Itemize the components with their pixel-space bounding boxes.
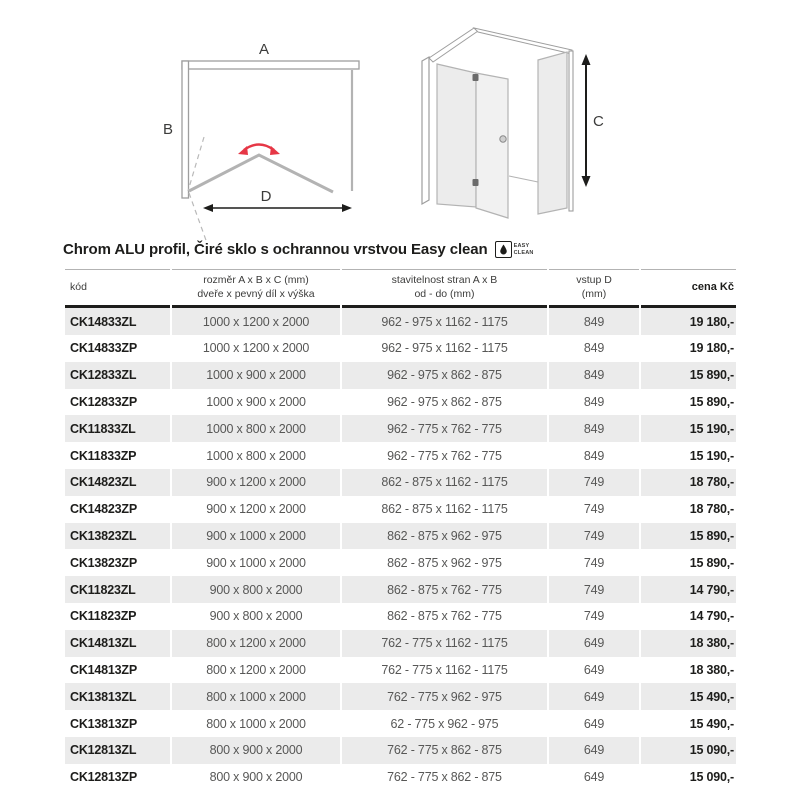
dim-d-head-right bbox=[342, 204, 352, 212]
cell-cena: 18 780,- bbox=[641, 469, 736, 496]
product-table bbox=[63, 269, 738, 791]
table-row bbox=[65, 630, 736, 657]
column-header-vstup: vstup D (mm) bbox=[549, 269, 639, 308]
cell-rozmer: 1000 x 1200 x 2000 bbox=[172, 308, 340, 335]
cell-cena: 15 890,- bbox=[641, 549, 736, 576]
plan-diagram bbox=[148, 22, 380, 254]
cell-cena: 15 890,- bbox=[641, 389, 736, 416]
table-row bbox=[65, 389, 736, 416]
cell-kod: CK13813ZP bbox=[65, 710, 170, 737]
table-row bbox=[65, 496, 736, 523]
cell-rozmer: 800 x 900 x 2000 bbox=[172, 737, 340, 764]
floor-edge bbox=[509, 176, 538, 182]
cell-rozmer: 900 x 800 x 2000 bbox=[172, 603, 340, 630]
right-wall-profile bbox=[569, 51, 573, 211]
dim-d-head-left bbox=[203, 204, 213, 212]
dim-c-head-bottom bbox=[582, 176, 591, 187]
cell-stav: 762 - 775 x 1162 - 1175 bbox=[342, 657, 547, 684]
cell-rozmer: 800 x 1000 x 2000 bbox=[172, 710, 340, 737]
fold-direction-arrow bbox=[244, 145, 274, 151]
cell-kod: CK12833ZP bbox=[65, 389, 170, 416]
folding-door-panel-2 bbox=[476, 73, 508, 218]
cell-stav: 862 - 875 x 762 - 775 bbox=[342, 576, 547, 603]
cell-stav: 962 - 775 x 762 - 775 bbox=[342, 415, 547, 442]
cell-stav: 862 - 875 x 1162 - 1175 bbox=[342, 496, 547, 523]
door-handle-icon bbox=[500, 136, 506, 142]
cell-rozmer: 800 x 1200 x 2000 bbox=[172, 657, 340, 684]
easy-clean-label: EASY CLEAN bbox=[513, 243, 534, 256]
cell-vstup: 749 bbox=[549, 523, 639, 550]
table-row bbox=[65, 335, 736, 362]
cell-kod: CK12833ZL bbox=[65, 362, 170, 389]
cell-kod: CK11833ZP bbox=[65, 442, 170, 469]
cell-stav: 962 - 975 x 862 - 875 bbox=[342, 389, 547, 416]
cell-cena: 18 380,- bbox=[641, 630, 736, 657]
cell-rozmer: 1000 x 800 x 2000 bbox=[172, 415, 340, 442]
cell-vstup: 649 bbox=[549, 737, 639, 764]
table-row bbox=[65, 603, 736, 630]
cell-rozmer: 800 x 1200 x 2000 bbox=[172, 630, 340, 657]
cell-rozmer: 900 x 1200 x 2000 bbox=[172, 496, 340, 523]
cell-cena: 14 790,- bbox=[641, 603, 736, 630]
table-row bbox=[65, 737, 736, 764]
folding-door-plan bbox=[189, 155, 333, 192]
cell-rozmer: 800 x 1000 x 2000 bbox=[172, 683, 340, 710]
cell-vstup: 749 bbox=[549, 549, 639, 576]
iso-diagram bbox=[403, 14, 618, 236]
table-row bbox=[65, 549, 736, 576]
cell-kod: CK11823ZP bbox=[65, 603, 170, 630]
cell-vstup: 849 bbox=[549, 335, 639, 362]
cell-stav: 862 - 875 x 762 - 775 bbox=[342, 603, 547, 630]
hinge-top-icon bbox=[473, 74, 479, 81]
column-header-kod: kód bbox=[65, 269, 170, 308]
table-row bbox=[65, 469, 736, 496]
cell-kod: CK13813ZL bbox=[65, 683, 170, 710]
cell-vstup: 749 bbox=[549, 469, 639, 496]
table-row bbox=[65, 710, 736, 737]
fold-arrowhead-left bbox=[238, 146, 248, 155]
cell-stav: 962 - 975 x 862 - 875 bbox=[342, 362, 547, 389]
cell-rozmer: 1000 x 800 x 2000 bbox=[172, 442, 340, 469]
label-c: C bbox=[593, 113, 604, 130]
easy-clean-badge bbox=[495, 241, 534, 258]
cell-vstup: 849 bbox=[549, 442, 639, 469]
cell-vstup: 649 bbox=[549, 683, 639, 710]
cell-rozmer: 800 x 900 x 2000 bbox=[172, 764, 340, 791]
cell-stav: 962 - 775 x 762 - 775 bbox=[342, 442, 547, 469]
wall-profile-left bbox=[182, 61, 189, 198]
table-row bbox=[65, 362, 736, 389]
cell-rozmer: 1000 x 1200 x 2000 bbox=[172, 335, 340, 362]
wall-profile-top bbox=[182, 61, 359, 69]
cell-rozmer: 1000 x 900 x 2000 bbox=[172, 362, 340, 389]
cell-cena: 15 490,- bbox=[641, 683, 736, 710]
cell-kod: CK14833ZL bbox=[65, 308, 170, 335]
cell-stav: 762 - 775 x 962 - 975 bbox=[342, 683, 547, 710]
left-wall-profile bbox=[422, 57, 429, 204]
table-row bbox=[65, 683, 736, 710]
table-row bbox=[65, 657, 736, 684]
cell-rozmer: 1000 x 900 x 2000 bbox=[172, 389, 340, 416]
cell-kod: CK11833ZL bbox=[65, 415, 170, 442]
cell-cena: 19 180,- bbox=[641, 335, 736, 362]
cell-kod: CK12813ZP bbox=[65, 764, 170, 791]
cell-cena: 14 790,- bbox=[641, 576, 736, 603]
cell-vstup: 749 bbox=[549, 496, 639, 523]
cell-vstup: 649 bbox=[549, 630, 639, 657]
table-row bbox=[65, 442, 736, 469]
cell-vstup: 649 bbox=[549, 710, 639, 737]
cell-cena: 18 780,- bbox=[641, 496, 736, 523]
folding-door-panel-1 bbox=[437, 64, 476, 207]
cell-stav: 962 - 975 x 1162 - 1175 bbox=[342, 335, 547, 362]
cell-vstup: 849 bbox=[549, 389, 639, 416]
section-heading bbox=[63, 241, 743, 258]
page-title: Chrom ALU profil, Čiré sklo s ochrannou vrstvou Easy clean bbox=[63, 241, 488, 258]
cell-cena: 15 090,- bbox=[641, 737, 736, 764]
back-right-wall-edge bbox=[474, 28, 572, 54]
cell-kod: CK14823ZP bbox=[65, 496, 170, 523]
table-row bbox=[65, 308, 736, 335]
label-a: A bbox=[258, 41, 270, 58]
cell-cena: 19 180,- bbox=[641, 308, 736, 335]
cell-vstup: 849 bbox=[549, 308, 639, 335]
cell-vstup: 749 bbox=[549, 603, 639, 630]
label-b: B bbox=[162, 121, 173, 138]
cell-kod: CK13823ZL bbox=[65, 523, 170, 550]
cell-kod: CK14833ZP bbox=[65, 335, 170, 362]
label-d: D bbox=[260, 188, 272, 205]
cell-rozmer: 900 x 1200 x 2000 bbox=[172, 469, 340, 496]
cell-kod: CK13823ZP bbox=[65, 549, 170, 576]
column-header-cena: cena Kč bbox=[641, 269, 736, 308]
column-header-rozmer: rozměr A x B x C (mm) dveře x pevný díl x výška bbox=[172, 269, 340, 308]
cell-kod: CK14813ZL bbox=[65, 630, 170, 657]
table-body bbox=[65, 308, 736, 790]
fold-arrowhead-right bbox=[270, 146, 280, 155]
cell-cena: 15 890,- bbox=[641, 523, 736, 550]
cell-kod: CK12813ZL bbox=[65, 737, 170, 764]
table-row bbox=[65, 576, 736, 603]
cell-stav: 862 - 875 x 962 - 975 bbox=[342, 523, 547, 550]
back-left-wall-edge bbox=[429, 28, 478, 62]
cell-vstup: 649 bbox=[549, 657, 639, 684]
cell-cena: 18 380,- bbox=[641, 657, 736, 684]
cell-rozmer: 900 x 1000 x 2000 bbox=[172, 549, 340, 576]
cell-stav: 862 - 875 x 962 - 975 bbox=[342, 549, 547, 576]
cell-vstup: 749 bbox=[549, 576, 639, 603]
cell-stav: 962 - 975 x 1162 - 1175 bbox=[342, 308, 547, 335]
cell-kod: CK14823ZL bbox=[65, 469, 170, 496]
cell-rozmer: 900 x 1000 x 2000 bbox=[172, 523, 340, 550]
hinge-bottom-icon bbox=[473, 179, 479, 186]
cell-kod: CK11823ZL bbox=[65, 576, 170, 603]
cell-cena: 15 190,- bbox=[641, 442, 736, 469]
column-header-stavitelnost: stavitelnost stran A x B od - do (mm) bbox=[342, 269, 547, 308]
cell-cena: 15 190,- bbox=[641, 415, 736, 442]
droplet-icon bbox=[495, 241, 512, 258]
table-row bbox=[65, 523, 736, 550]
cell-kod: CK14813ZP bbox=[65, 657, 170, 684]
dim-c-head-top bbox=[582, 54, 591, 65]
cell-cena: 15 090,- bbox=[641, 764, 736, 791]
door-swing-dashed-lower bbox=[189, 193, 207, 243]
table-row bbox=[65, 764, 736, 791]
cell-vstup: 849 bbox=[549, 415, 639, 442]
cell-stav: 762 - 775 x 862 - 875 bbox=[342, 737, 547, 764]
cell-stav: 762 - 775 x 1162 - 1175 bbox=[342, 630, 547, 657]
cell-vstup: 649 bbox=[549, 764, 639, 791]
cell-cena: 15 490,- bbox=[641, 710, 736, 737]
cell-stav: 762 - 775 x 862 - 875 bbox=[342, 764, 547, 791]
cell-cena: 15 890,- bbox=[641, 362, 736, 389]
cell-stav: 862 - 875 x 1162 - 1175 bbox=[342, 469, 547, 496]
cell-rozmer: 900 x 800 x 2000 bbox=[172, 576, 340, 603]
table-header bbox=[65, 269, 736, 308]
cell-vstup: 849 bbox=[549, 362, 639, 389]
table-row bbox=[65, 415, 736, 442]
cell-stav: 62 - 775 x 962 - 975 bbox=[342, 710, 547, 737]
fixed-panel-right bbox=[538, 52, 567, 214]
